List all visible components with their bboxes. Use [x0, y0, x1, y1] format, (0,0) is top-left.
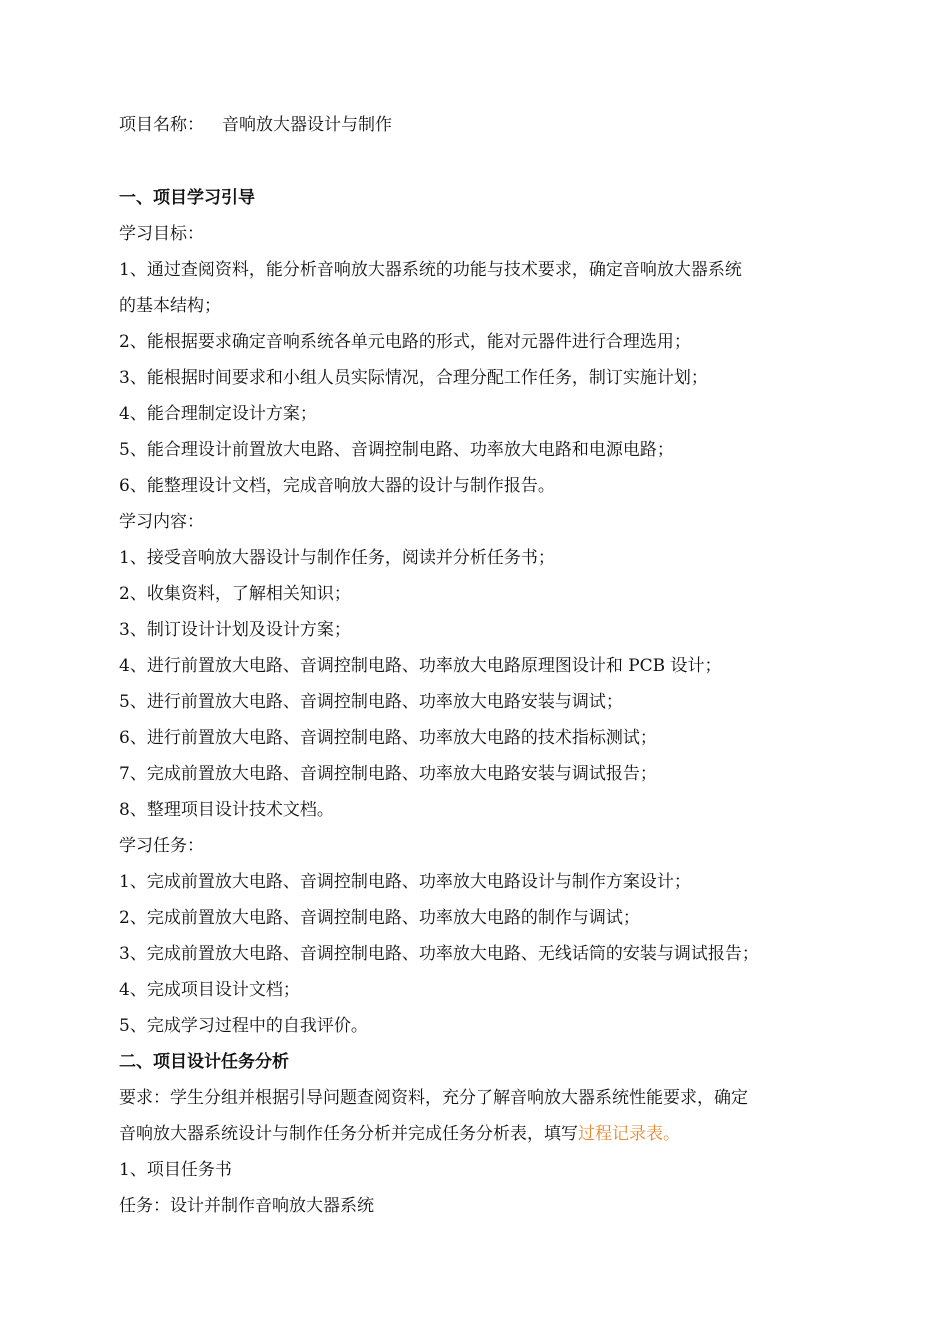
task-item: 5、完成学习过程中的自我评价。 — [119, 1016, 368, 1036]
tasks-label: 学习任务： — [119, 836, 204, 856]
project-name: 音响放大器设计与制作 — [222, 115, 392, 135]
content-item: 7、完成前置放大电路、音调控制电路、功率放大电路安装与调试报告； — [119, 764, 657, 784]
document-body — [119, 180, 839, 1224]
objective-item: 的基本结构； — [119, 296, 221, 316]
objective-item: 2、能根据要求确定音响系统各单元电路的形式，能对元器件进行合理选用； — [119, 332, 691, 352]
task-item: 1、完成前置放大电路、音调控制电路、功率放大电路设计与制作方案设计； — [119, 872, 691, 892]
requirement-line — [119, 1116, 839, 1152]
project-title — [119, 112, 392, 138]
content-item: 8、整理项目设计技术文档。 — [119, 800, 334, 820]
task-item: 3、完成前置放大电路、音调控制电路、功率放大电路、无线话筒的安装与调试报告； — [119, 944, 759, 964]
section-1-heading: 一、项目学习引导 — [119, 188, 255, 208]
requirement-line: 要求：学生分组并根据引导问题查阅资料，充分了解音响放大器系统性能要求，确定 — [119, 1088, 748, 1108]
content-item: 6、进行前置放大电路、音调控制电路、功率放大电路的技术指标测试； — [119, 728, 657, 748]
content-label: 学习内容： — [119, 512, 204, 532]
objective-item: 1、通过查阅资料，能分析音响放大器系统的功能与技术要求，确定音响放大器系统 — [119, 260, 742, 280]
section-2-heading: 二、项目设计任务分析 — [119, 1052, 289, 1072]
objectives-label: 学习目标： — [119, 224, 204, 244]
content-item: 1、接受音响放大器设计与制作任务，阅读并分析任务书； — [119, 548, 555, 568]
task-item: 4、完成项目设计文档； — [119, 980, 300, 1000]
task-item: 2、完成前置放大电路、音调控制电路、功率放大电路的制作与调试； — [119, 908, 640, 928]
project-label: 项目名称： — [119, 115, 204, 135]
sub-item-task-book: 1、项目任务书 — [119, 1160, 232, 1180]
content-item: 5、进行前置放大电路、音调控制电路、功率放大电路安装与调试； — [119, 692, 623, 712]
objective-item: 5、能合理设计前置放大电路、音调控制电路、功率放大电路和电源电路； — [119, 440, 674, 460]
requirement-text: 音响放大器系统设计与制作任务分析并完成任务分析表，填写 — [119, 1124, 578, 1144]
task-statement: 任务：设计并制作音响放大器系统 — [119, 1196, 374, 1216]
objective-item: 4、能合理制定设计方案； — [119, 404, 317, 424]
objective-item: 3、能根据时间要求和小组人员实际情况，合理分配工作任务，制订实施计划； — [119, 368, 708, 388]
content-item: 2、收集资料，了解相关知识； — [119, 584, 351, 604]
process-record-link[interactable]: 过程记录表。 — [578, 1124, 680, 1144]
content-item: 4、进行前置放大电路、音调控制电路、功率放大电路原理图设计和 PCB 设计； — [119, 656, 722, 676]
content-item: 3、制订设计计划及设计方案； — [119, 620, 351, 640]
objective-item: 6、能整理设计文档，完成音响放大器的设计与制作报告。 — [119, 476, 555, 496]
